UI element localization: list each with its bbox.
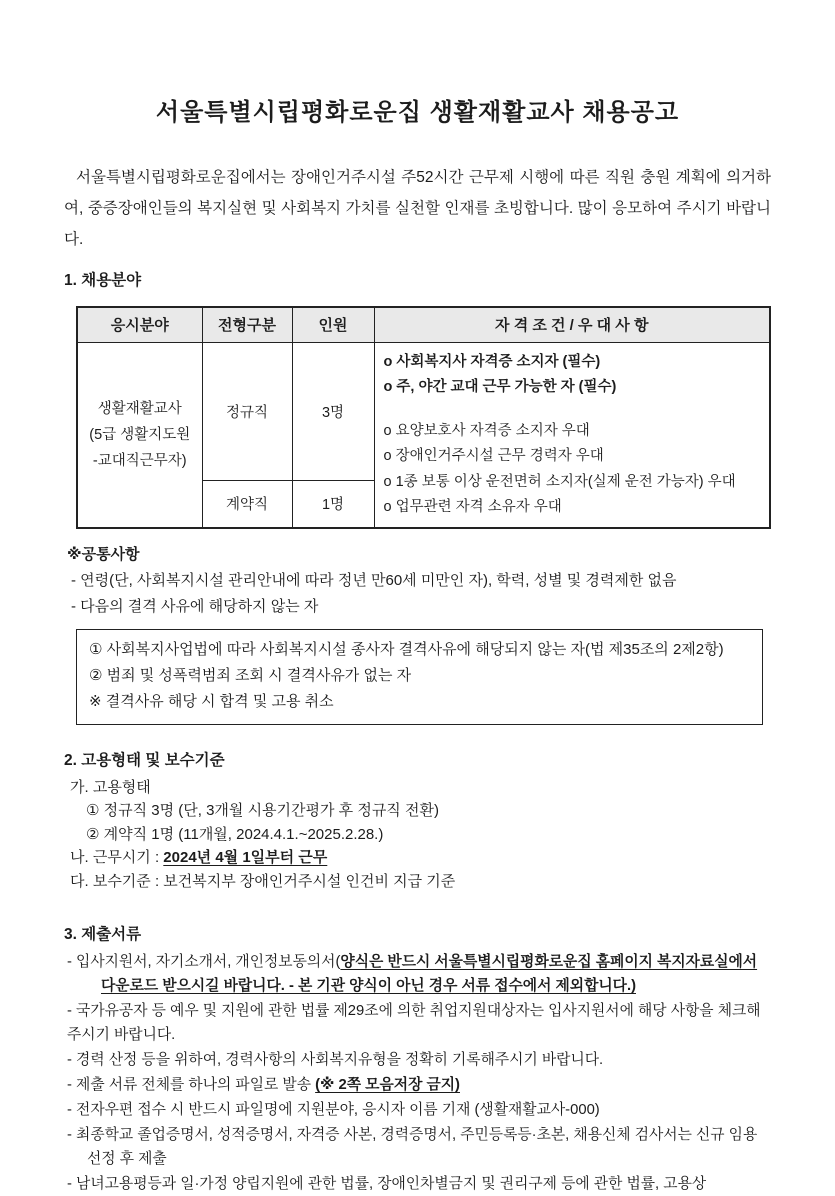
qualification-preferred-item: o 요양보호사 자격증 소지자 우대 (383, 422, 590, 439)
selection-type-contract: 계약직 (202, 480, 292, 527)
disqualification-box (76, 629, 763, 725)
submission-item-emphasis: 양식은 반드시 서울특별시립평화로운집 홈페이지 복지자료실에서 다운로드 받으시길 바랍니다. - 본 기관 양식이 아닌 경우 서류 접수에서 제외합니다.) (101, 954, 758, 994)
work-start-label: 나. 근무시기 : (70, 849, 164, 866)
common-requirements (64, 542, 771, 725)
submission-item: - 남녀고용평등과 일·가정 양립지원에 관한 법률, 장애인차별금지 및 권리구제 등에 관한 법률, 고용상 (67, 1176, 707, 1192)
pay-standard-line: 다. 보수기준 : 보건복지부 장애인거주시설 인건비 지급 기준 (70, 872, 456, 890)
submission-item-text: - 입사지원서, 자기소개서, 개인정보동의서( (67, 954, 341, 970)
recruitment-table (76, 306, 771, 529)
submission-item: - 경력 산정 등을 위하여, 경력사항의 사회복지유형을 정확히 기록해주시기 바랍니다. (67, 1052, 604, 1068)
submission-item: - 최종학교 졸업증명서, 성적증명서, 자격증 사본, 경력증명서, 주민등록등·초본, 채용신체 검사서는 신규 임용 선정 후 제출 (67, 1127, 758, 1167)
position-grade: (5급 생활지도원 (89, 426, 191, 443)
page-title: 서울특별시립평화로운집 생활재활교사 채용공고 (155, 99, 680, 126)
submission-item-text: - 제출 서류 전체를 하나의 파일로 발송 (67, 1077, 316, 1093)
employment-type-label: 가. 고용형태 (70, 778, 151, 796)
common-note: - 연령(단, 사회복지시설 관리안내에 따라 정년 만60세 미만인 자), 학력, 성별 및 경력제한 없음 (71, 571, 677, 589)
qualification-preferred-item: o 1종 보통 이상 운전면허 소지자(실제 운전 가능자) 우대 (383, 473, 736, 490)
header-selection-type: 전형구분 (202, 307, 292, 342)
qualifications-cell (374, 342, 770, 528)
submission-item (64, 1073, 771, 1097)
employment-item: ② 계약직 1명 (11개월, 2024.4.1.~2025.2.28.) (86, 825, 384, 843)
selection-type-regular: 정규직 (202, 342, 292, 480)
disqualification-item: ① 사회복지사업법에 따라 사회복지시설 종사자 결격사유에 해당되지 않는 자(법 제35조의 2제2항) (89, 640, 724, 658)
submission-item (64, 950, 771, 998)
qualification-preferred-item: o 장애인거주시설 근무 경력자 우대 (383, 448, 604, 464)
common-note: - 다음의 결격 사유에 해당하지 않는 자 (71, 597, 319, 615)
table-row (77, 342, 770, 480)
qualification-required-item: o 사회복지사 자격증 소지자 (필수) (383, 353, 601, 370)
employment-item: ① 정규직 3명 (단, 3개월 시용기간평가 후 정규직 전환) (86, 802, 439, 819)
submission-item: - 전자우편 접수 시 반드시 파일명에 지원분야, 응시자 이름 기재 (생활재활교사-000) (67, 1102, 600, 1118)
header-headcount: 인원 (292, 307, 374, 342)
section2-heading: 2. 고용형태 및 보수기준 (64, 751, 225, 769)
header-application-field: 응시분야 (77, 307, 202, 342)
submission-item-emphasis: (※ 2쪽 모음저장 금지) (315, 1077, 460, 1093)
disqualification-item: ※ 결격사유 해당 시 합격 및 고용 취소 (89, 692, 334, 710)
section1-heading: 1. 채용분야 (64, 272, 142, 289)
spacer (384, 401, 764, 419)
common-heading: ※공통사항 (67, 545, 140, 563)
headcount-regular: 3명 (292, 342, 374, 480)
table-header-row (77, 307, 770, 342)
intro-paragraph: 서울특별시립평화로운집에서는 장애인거주시설 주52시간 근무제 시행에 따른 직원 충원 계획에 의거하여, 중증장애인들의 복지실현 및 사회복지 가치를 실천할 인재를 초빙합니다. 많이 응모하여 주시기 바랍니다. (64, 169, 771, 248)
qualification-required-item: o 주, 야간 교대 근무 가능한 자 (필수) (383, 379, 617, 395)
position-name: 생활재활교사 (97, 400, 182, 417)
section3-heading: 3. 제출서류 (64, 926, 142, 943)
disqualification-item: ② 범죄 및 성폭력범죄 조회 시 결격사유가 없는 자 (89, 666, 412, 684)
position-cell (77, 342, 202, 528)
work-start-line (64, 846, 771, 870)
position-shift: -교대직근무자) (92, 452, 187, 469)
headcount-contract: 1명 (292, 480, 374, 527)
work-start-emphasis: 2024년 4월 1일부터 근무 (163, 849, 328, 866)
submission-item: - 국가유공자 등 예우 및 지원에 관한 법률 제29조에 의한 취업지원대상자는 입사지원서에 해당 사항을 체크해주시기 바랍니다. (67, 1003, 761, 1043)
qualification-preferred-item: o 업무관련 자격 소유자 우대 (383, 499, 562, 515)
header-qualifications: 자 격 조 건 / 우 대 사 항 (374, 307, 770, 342)
